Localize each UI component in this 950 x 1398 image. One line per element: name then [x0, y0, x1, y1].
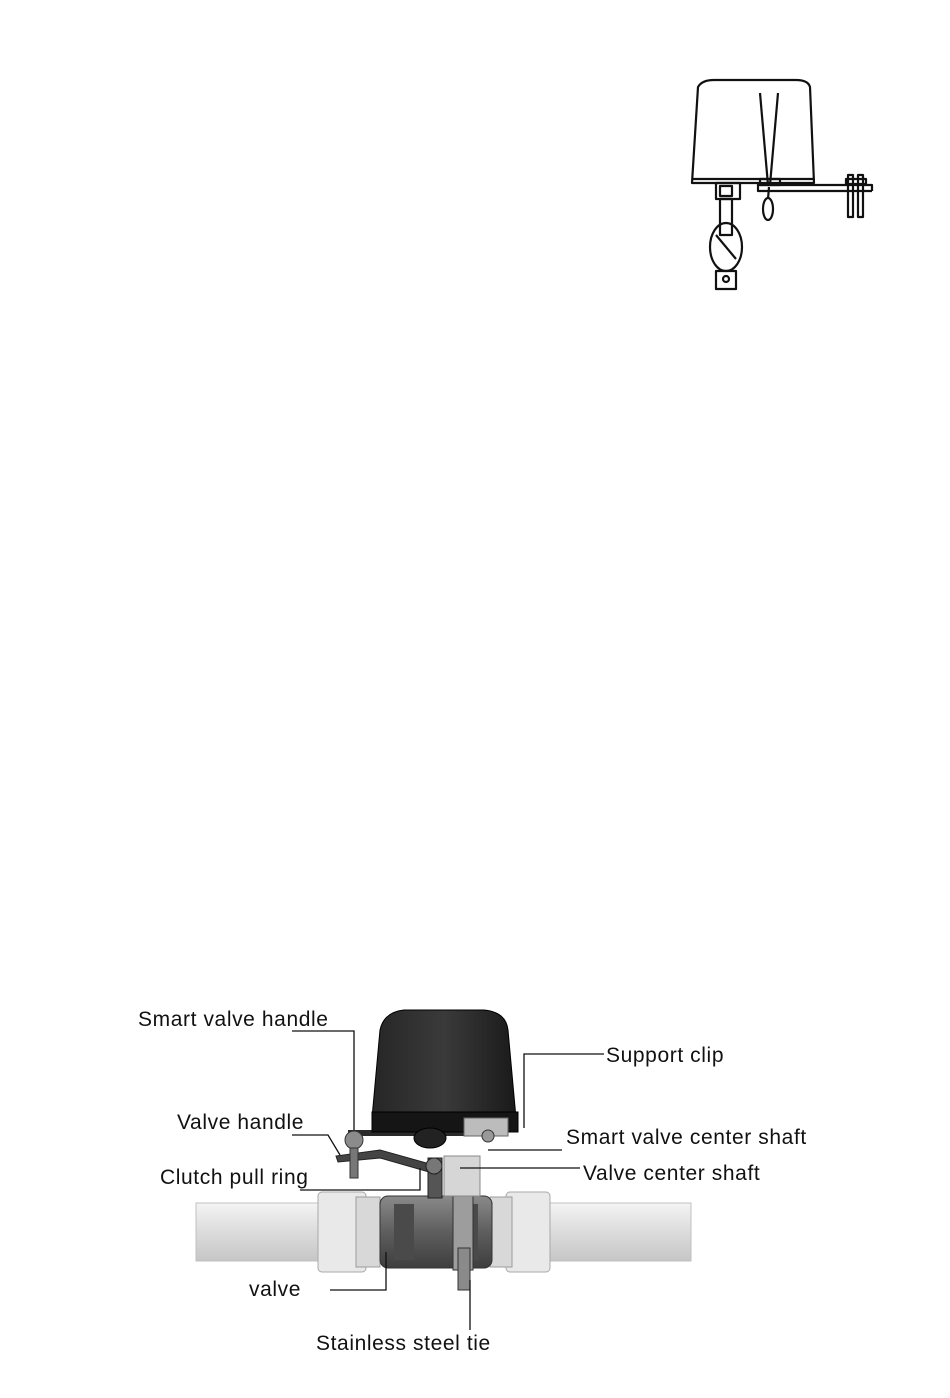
label-clutch-pull-ring: Clutch pull ring	[160, 1166, 309, 1189]
label-smart-valve-handle: Smart valve handle	[138, 1008, 329, 1031]
label-smart-valve-center-shaft: Smart valve center shaft	[566, 1126, 807, 1149]
label-valve-handle: Valve handle	[177, 1111, 305, 1134]
pipe-left	[196, 1203, 326, 1261]
label-valve: valve	[249, 1278, 302, 1301]
actuator-sketch	[680, 75, 890, 295]
label-support-clip: Support clip	[606, 1044, 725, 1067]
label-valve-center-shaft: Valve center shaft	[583, 1162, 761, 1185]
actuator-housing	[372, 1010, 516, 1118]
pipe-right	[546, 1203, 691, 1261]
label-stainless-steel-tie: Stainless steel tie	[316, 1332, 491, 1355]
